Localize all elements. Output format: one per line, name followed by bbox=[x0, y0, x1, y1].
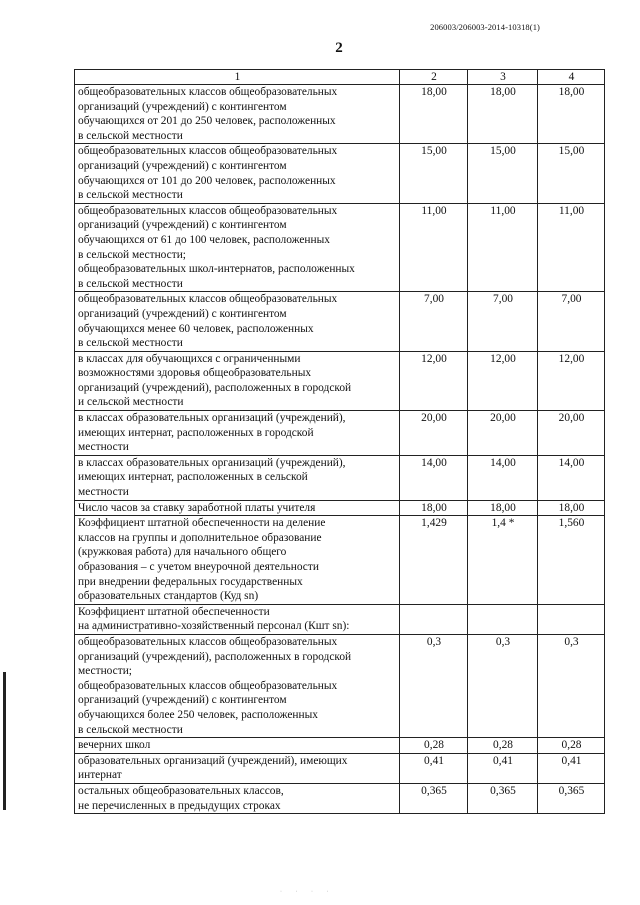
value-col-4: 0,41 bbox=[538, 753, 605, 783]
table-row bbox=[75, 500, 605, 516]
value-col-3: 1,4 * bbox=[468, 516, 538, 605]
value-col-4: 0,3 bbox=[538, 634, 605, 737]
value-col-4: 0,28 bbox=[538, 738, 605, 754]
scan-noise: · · · · bbox=[280, 889, 335, 895]
value-col-4: 14,00 bbox=[538, 455, 605, 500]
row-description: общеобразовательных классов общеобразовательных организаций (учреждений) с контингентом обучающихся от 201 до 250 человек, расположенных в сельской местности bbox=[75, 85, 400, 144]
value-col-3: 11,00 bbox=[468, 203, 538, 292]
table-row bbox=[75, 753, 605, 783]
value-col-3: 15,00 bbox=[468, 144, 538, 203]
table-row bbox=[75, 455, 605, 500]
table-row bbox=[75, 351, 605, 410]
row-description: общеобразовательных классов общеобразовательных организаций (учреждений) с контингентом обучающихся менее 60 человек, расположенных в сельской местности bbox=[75, 292, 400, 351]
row-description: Коэффициент штатной обеспеченности на деление классов на группы и дополнительное образование (кружковая работа) для начального общего образования – с учетом внеурочной деятельности при внедрении федеральных государственных образовательных стандартов (Куд sn) bbox=[75, 516, 400, 605]
column-header: 4 bbox=[538, 70, 605, 85]
row-description: образовательных организаций (учреждений), имеющих интернат bbox=[75, 753, 400, 783]
table-row bbox=[75, 738, 605, 754]
value-col-4: 1,560 bbox=[538, 516, 605, 605]
value-col-2: 0,28 bbox=[400, 738, 468, 754]
value-col-4: 7,00 bbox=[538, 292, 605, 351]
coefficients-table bbox=[74, 69, 605, 814]
value-col-4: 18,00 bbox=[538, 85, 605, 144]
value-col-4: 12,00 bbox=[538, 351, 605, 410]
value-col-3: 18,00 bbox=[468, 500, 538, 516]
value-col-3: 12,00 bbox=[468, 351, 538, 410]
value-col-2: 0,3 bbox=[400, 634, 468, 737]
value-col-2: 20,00 bbox=[400, 411, 468, 456]
scan-edge-mark bbox=[3, 672, 6, 810]
table-row bbox=[75, 292, 605, 351]
value-col-2: 14,00 bbox=[400, 455, 468, 500]
value-col-2: 18,00 bbox=[400, 85, 468, 144]
row-description: в классах образовательных организаций (учреждений), имеющих интернат, расположенных в сельской местности bbox=[75, 455, 400, 500]
value-col-3: 18,00 bbox=[468, 85, 538, 144]
value-col-4: 18,00 bbox=[538, 500, 605, 516]
value-col-2: 1,429 bbox=[400, 516, 468, 605]
value-col-2: 11,00 bbox=[400, 203, 468, 292]
row-description: Коэффициент штатной обеспеченности на административно-хозяйственный персонал (Кшт sn): bbox=[75, 604, 400, 634]
row-description: общеобразовательных классов общеобразовательных организаций (учреждений), расположенных в городской местности; общеобразовательных классов общеобразовательных организаций (учреждений) с контингентом обучающихся более 250 человек, расположенных в сельской местности bbox=[75, 634, 400, 737]
value-col-2: 7,00 bbox=[400, 292, 468, 351]
table-row bbox=[75, 411, 605, 456]
row-description: Число часов за ставку заработной платы учителя bbox=[75, 500, 400, 516]
value-col-4 bbox=[538, 604, 605, 634]
value-col-3: 0,28 bbox=[468, 738, 538, 754]
page-number: 2 bbox=[335, 40, 343, 56]
value-col-2: 12,00 bbox=[400, 351, 468, 410]
value-col-3: 20,00 bbox=[468, 411, 538, 456]
row-description: в классах образовательных организаций (учреждений), имеющих интернат, расположенных в городской местности bbox=[75, 411, 400, 456]
column-header: 3 bbox=[468, 70, 538, 85]
column-header: 1 bbox=[75, 70, 400, 85]
row-description: остальных общеобразовательных классов, не перечисленных в предыдущих строках bbox=[75, 783, 400, 813]
value-col-3: 7,00 bbox=[468, 292, 538, 351]
row-description: общеобразовательных классов общеобразовательных организаций (учреждений) с контингентом обучающихся от 101 до 200 человек, расположенных в сельской местности bbox=[75, 144, 400, 203]
table-body bbox=[75, 85, 605, 814]
value-col-3: 0,41 bbox=[468, 753, 538, 783]
value-col-3: 0,365 bbox=[468, 783, 538, 813]
column-header: 2 bbox=[400, 70, 468, 85]
value-col-4: 15,00 bbox=[538, 144, 605, 203]
value-col-3: 0,3 bbox=[468, 634, 538, 737]
value-col-4: 11,00 bbox=[538, 203, 605, 292]
table-row bbox=[75, 604, 605, 634]
value-col-4: 0,365 bbox=[538, 783, 605, 813]
row-description: в классах для обучающихся с ограниченными возможностями здоровья общеобразовательных организаций (учреждений), расположенных в городской и сельской местности bbox=[75, 351, 400, 410]
document-number: 206003/206003-2014-10318(1) bbox=[430, 22, 540, 32]
value-col-2: 0,41 bbox=[400, 753, 468, 783]
value-col-4: 20,00 bbox=[538, 411, 605, 456]
value-col-3: 14,00 bbox=[468, 455, 538, 500]
table-header-row bbox=[75, 70, 605, 85]
value-col-3 bbox=[468, 604, 538, 634]
value-col-2: 0,365 bbox=[400, 783, 468, 813]
row-description: общеобразовательных классов общеобразовательных организаций (учреждений) с контингентом обучающихся от 61 до 100 человек, расположенных в сельской местности; общеобразовательных школ-интернатов, расположенных в сельской местности bbox=[75, 203, 400, 292]
value-col-2: 15,00 bbox=[400, 144, 468, 203]
table-row bbox=[75, 144, 605, 203]
table-row bbox=[75, 516, 605, 605]
table-row bbox=[75, 203, 605, 292]
table-row bbox=[75, 85, 605, 144]
table-row bbox=[75, 783, 605, 813]
table-row bbox=[75, 634, 605, 737]
row-description: вечерних школ bbox=[75, 738, 400, 754]
value-col-2: 18,00 bbox=[400, 500, 468, 516]
value-col-2 bbox=[400, 604, 468, 634]
